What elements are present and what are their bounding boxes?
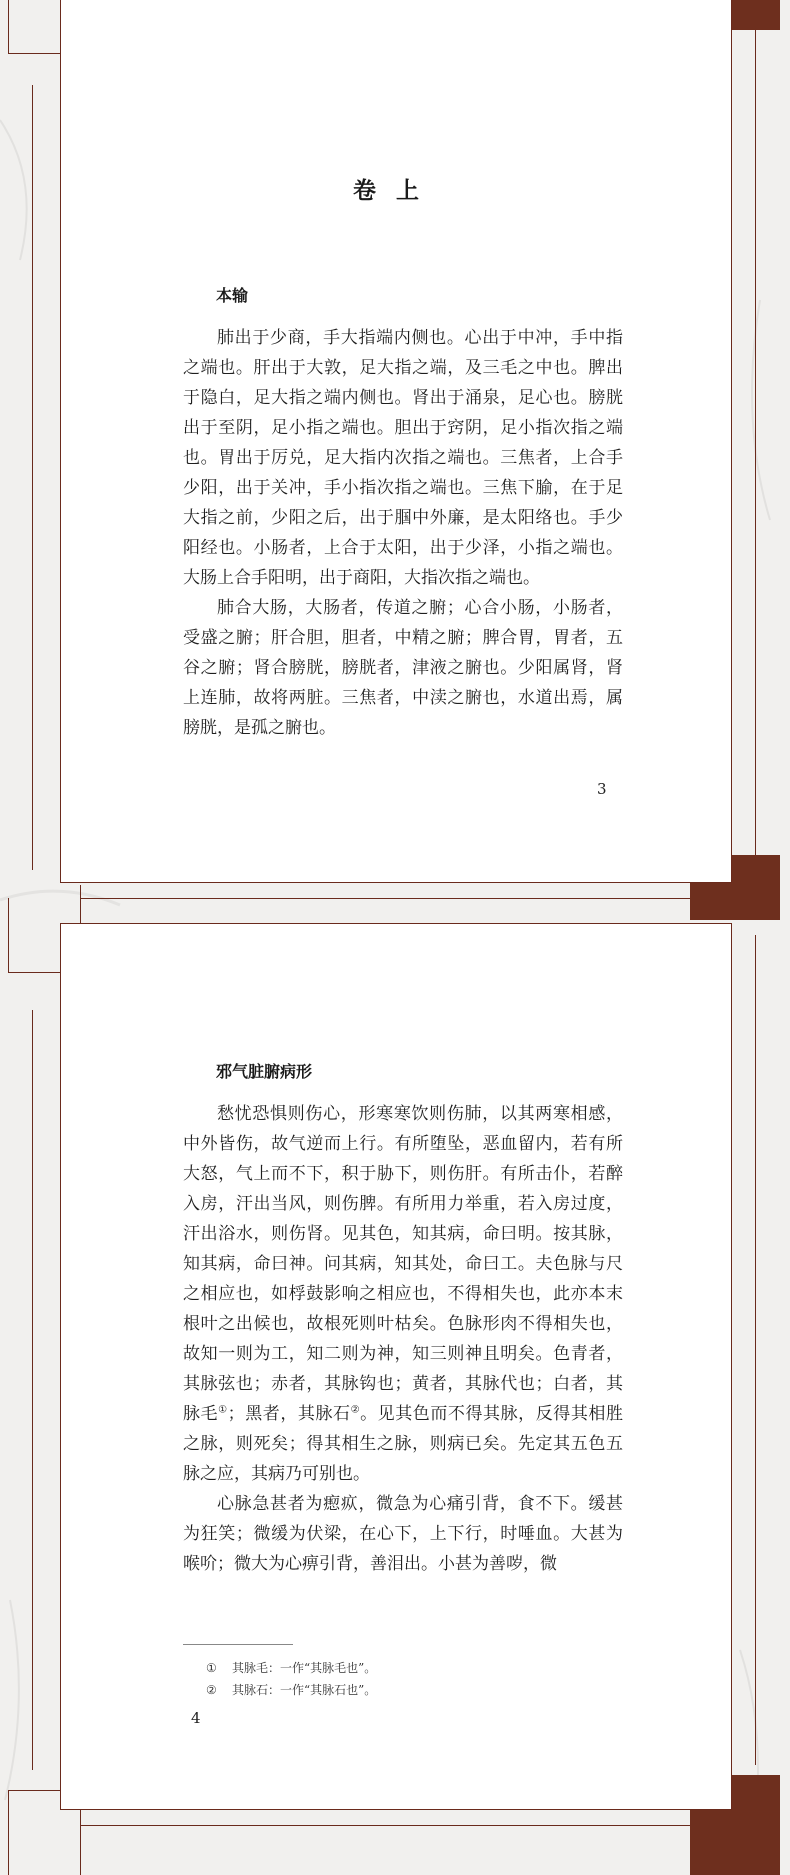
footnote-text: 其脉毛：一作“其脉毛也”。 bbox=[232, 1661, 377, 1675]
page-3 bbox=[60, 0, 732, 883]
frame-line-bottom bbox=[80, 1825, 690, 1826]
frame-line-bottom-left bbox=[8, 1790, 60, 1791]
frame-line-right-bottom bbox=[755, 935, 756, 1765]
frame-line-bottom-left-v bbox=[8, 1790, 9, 1875]
footnote-ref-1[interactable]: ① bbox=[218, 1404, 228, 1416]
text-run: 。见其色而不得其脉，反得其相胜之脉，则死矣；得其相生之脉，则病已矣。先定其五色五脉之应，其病乃可别也。 bbox=[183, 1404, 623, 1484]
frame-line-left-top bbox=[32, 85, 33, 870]
page-number: 3 bbox=[597, 780, 607, 798]
paragraph-2: 心脉急甚者为瘛疭，微急为心痛引背，食不下。缓甚为狂笑；微缓为伏梁，在心下，上下行，时唾血。大甚为喉吤；微大为心痹引背，善泪出。小甚为善哕，微 bbox=[183, 1494, 623, 1574]
frame-line-right-top bbox=[755, 25, 756, 855]
footnote-2 bbox=[206, 1679, 376, 1701]
footnote-mark: ② bbox=[206, 1683, 217, 1697]
frame-line-bottom-v bbox=[80, 1810, 81, 1875]
frame-line-top-left bbox=[8, 53, 60, 54]
footnote-1 bbox=[206, 1657, 376, 1679]
section-title-xieqi: 邪气脏腑病形 bbox=[216, 1062, 313, 1081]
chapter-title: 卷上 bbox=[353, 177, 439, 204]
frame-line-left-bottom bbox=[32, 1010, 33, 1770]
body-text-page-4 bbox=[183, 1099, 623, 1579]
paragraph-2: 肺合大肠，大肠者，传道之腑；心合小肠，小肠者，受盛之腑；肝合胆，胆者，中精之腑；脾合胃，胃者，五谷之腑；肾合膀胱，膀胱者，津液之腑也。少阳属肾，肾上连肺，故将两脏。三焦者，中渎之腑也，水道出焉，属膀胱，是孤之腑也。 bbox=[183, 598, 623, 738]
text-run: 愁忧恐惧则伤心，形寒寒饮则伤肺，以其两寒相感，中外皆伤，故气逆而上行。有所堕坠，恶血留内，若有所大怒，气上而不下，积于胁下，则伤肝。有所击仆，若醉入房，汗出当风，则伤脾。有所用力举重，若入房过度，汗出浴水，则伤肾。见其色，知其病，命曰明。按其脉，知其病，命曰神。问其病，知其处，命曰工。夫色脉与尺之相应也，如桴鼓影响之相应也，不得相失也，此亦本末根叶之出候也，故根死则叶枯矣。色脉形肉不得相失也，故知一则为工，知二则为神，知三则神且明矣。色青者，其脉弦也；赤者，其脉钩也；黄者，其脉代也；白者，其脉毛 bbox=[183, 1104, 623, 1424]
page-number: 4 bbox=[191, 1709, 201, 1727]
paragraph-1 bbox=[183, 1099, 623, 1489]
frame-line-left-top-short bbox=[8, 0, 9, 53]
footnote-ref-2[interactable]: ② bbox=[350, 1404, 361, 1416]
footnote-text: 其脉石：一作“其脉石也”。 bbox=[232, 1683, 377, 1697]
page-4 bbox=[60, 923, 732, 1810]
section-title-benshu: 本输 bbox=[216, 286, 249, 305]
footnote-divider bbox=[183, 1644, 293, 1645]
footnote-mark: ① bbox=[206, 1661, 217, 1675]
body-text-page-3 bbox=[183, 323, 623, 743]
text-run: ；黑者，其脉石 bbox=[227, 1404, 351, 1424]
paragraph-1: 肺出于少商，手大指端内侧也。心出于中冲，手中指之端也。肝出于大敦，足大指之端，及三毛之中也。脾出于隐白，足大指之端内侧也。肾出于涌泉，足心也。膀胱出于至阴，足小指之端也。胆出于窍阴，足小指次指之端也。胃出于厉兑，足大指内次指之端也。三焦者，上合手少阳，出于关冲，手小指次指之端也。三焦下腧，在于足大指之前，少阳之后，出于腘中外廉，是太阳络也。手少阳经也。小肠者，上合于太阳，出于少泽，小指之端也。大肠上合手阳明，出于商阳，大指次指之端也。 bbox=[183, 328, 623, 588]
frame-line-under-page1 bbox=[80, 898, 740, 899]
corner-block-top-right bbox=[732, 0, 780, 30]
frame-line-left-mid-h bbox=[8, 972, 60, 973]
footnotes bbox=[206, 1657, 376, 1701]
frame-line-left-mid bbox=[8, 898, 9, 973]
